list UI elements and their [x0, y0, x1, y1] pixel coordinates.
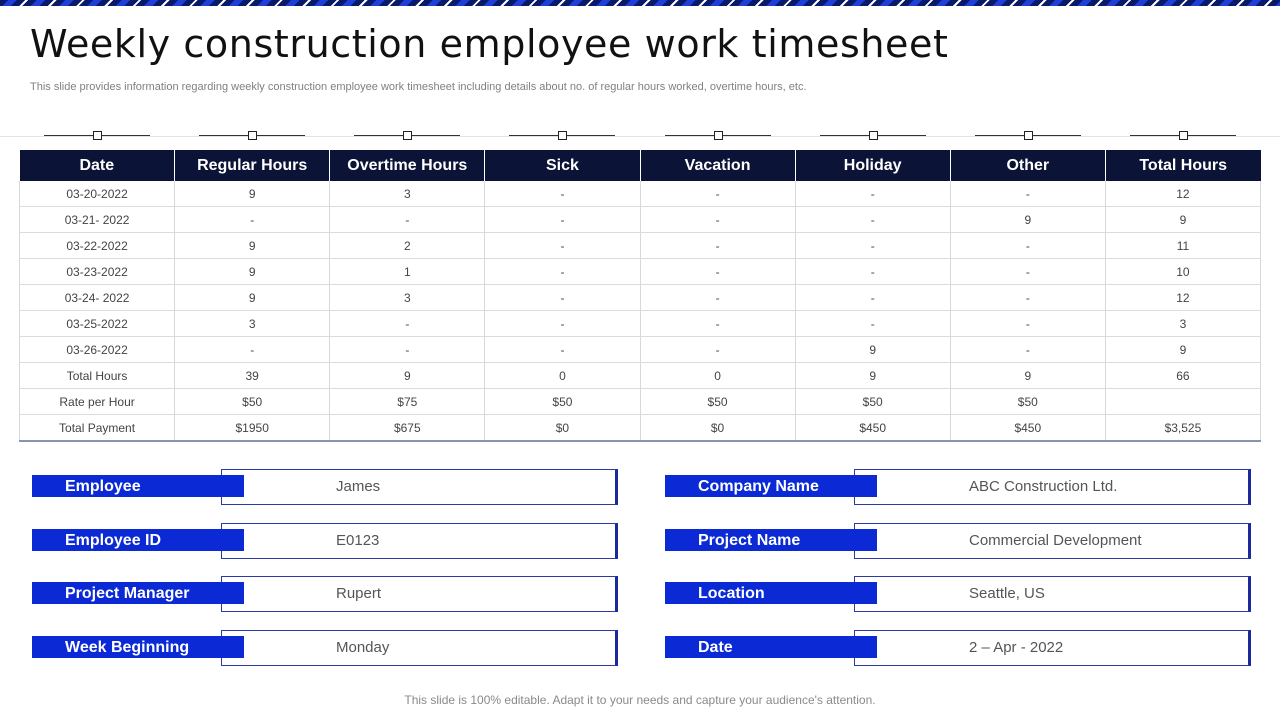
table-cell: - [640, 207, 795, 233]
info-row [32, 630, 616, 666]
info-value: James [336, 478, 381, 495]
table-cell: - [950, 337, 1105, 363]
table-cell: - [485, 337, 640, 363]
table-cell: 3 [1105, 311, 1260, 337]
column-header: Vacation [640, 150, 795, 181]
table-cell: $3,525 [1105, 415, 1260, 442]
table-row [20, 233, 1261, 259]
column-connectors [19, 130, 1261, 142]
table-cell: $50 [175, 389, 330, 415]
table-cell: $0 [640, 415, 795, 442]
column-connector [665, 130, 771, 142]
table-row [20, 415, 1261, 442]
table-cell: $1950 [175, 415, 330, 442]
table-cell: $675 [330, 415, 485, 442]
table-cell: - [640, 337, 795, 363]
table-cell: 9 [330, 363, 485, 389]
column-header: Date [20, 150, 175, 181]
table-cell: $50 [485, 389, 640, 415]
table-cell: 03-23-2022 [20, 259, 175, 285]
table-cell: 1 [330, 259, 485, 285]
info-row [665, 523, 1249, 559]
table-cell: 0 [485, 363, 640, 389]
info-value: Seattle, US [969, 585, 1045, 602]
table-cell: 9 [1105, 207, 1260, 233]
table-header-row [20, 150, 1261, 181]
column-connector [509, 130, 615, 142]
column-header: Total Hours [1105, 150, 1260, 181]
page-title: Weekly construction employee work timesheet [30, 22, 949, 66]
table-row [20, 363, 1261, 389]
table-cell: - [795, 311, 950, 337]
table-cell: 9 [175, 259, 330, 285]
table-row [20, 259, 1261, 285]
table-cell: 12 [1105, 181, 1260, 207]
table-cell: 03-20-2022 [20, 181, 175, 207]
table-cell: 9 [795, 363, 950, 389]
table-cell: - [950, 259, 1105, 285]
column-header: Holiday [795, 150, 950, 181]
column-connector [1130, 130, 1236, 142]
info-label: Employee ID [32, 529, 244, 551]
info-row [32, 523, 616, 559]
table-cell: - [795, 207, 950, 233]
column-connector [354, 130, 460, 142]
column-connector [975, 130, 1081, 142]
table-cell: - [795, 285, 950, 311]
table-cell: $450 [950, 415, 1105, 442]
table-cell: - [795, 233, 950, 259]
table-cell: - [485, 259, 640, 285]
table-cell: 9 [175, 233, 330, 259]
info-row [665, 630, 1249, 666]
table-cell: 9 [795, 337, 950, 363]
table-cell: $0 [485, 415, 640, 442]
info-row [665, 576, 1249, 612]
column-header: Overtime Hours [330, 150, 485, 181]
value-box [221, 523, 618, 559]
table-cell: - [330, 207, 485, 233]
table-cell: - [640, 285, 795, 311]
info-label: Employee [32, 475, 244, 497]
table-cell: 11 [1105, 233, 1260, 259]
table-cell: - [640, 259, 795, 285]
table-cell: 03-25-2022 [20, 311, 175, 337]
table-cell: Rate per Hour [20, 389, 175, 415]
column-header: Regular Hours [175, 150, 330, 181]
info-label: Company Name [665, 475, 877, 497]
info-value: E0123 [336, 532, 380, 549]
table-cell: Total Payment [20, 415, 175, 442]
table-cell: - [485, 233, 640, 259]
timesheet-table [19, 150, 1261, 442]
table-cell: 9 [950, 207, 1105, 233]
table-cell: $50 [795, 389, 950, 415]
table-cell: Total Hours [20, 363, 175, 389]
info-value: Rupert [336, 585, 382, 602]
column-header: Sick [485, 150, 640, 181]
table-cell: $75 [330, 389, 485, 415]
table-cell: - [795, 181, 950, 207]
table-cell: 3 [175, 311, 330, 337]
info-value: ABC Construction Ltd. [969, 478, 1118, 495]
info-row [32, 469, 616, 505]
info-row [32, 576, 616, 612]
table-cell: 66 [1105, 363, 1260, 389]
table-cell [1105, 389, 1260, 415]
table-row [20, 181, 1261, 207]
table-cell: - [640, 181, 795, 207]
info-label: Week Beginning [32, 636, 244, 658]
value-box [854, 576, 1251, 612]
value-box [221, 630, 618, 666]
table-cell: 03-21- 2022 [20, 207, 175, 233]
value-box [221, 576, 618, 612]
info-value: Monday [336, 639, 390, 656]
info-value: 2 – Apr - 2022 [969, 639, 1064, 656]
table-cell: 12 [1105, 285, 1260, 311]
info-label: Location [665, 582, 877, 604]
table-cell: - [640, 311, 795, 337]
table-cell: 39 [175, 363, 330, 389]
table-row [20, 337, 1261, 363]
table-cell: - [485, 285, 640, 311]
table-cell: 3 [330, 285, 485, 311]
top-stripe [0, 0, 1280, 6]
table-cell: $450 [795, 415, 950, 442]
table-cell: - [330, 337, 485, 363]
table-cell: - [950, 311, 1105, 337]
table-row [20, 389, 1261, 415]
table-row [20, 285, 1261, 311]
table-cell: $50 [950, 389, 1105, 415]
page-subtitle: This slide provides information regarding weekly construction employee work timesheet including details about no. of regular hours worked, overtime hours, etc. [30, 81, 807, 93]
table-cell: $50 [640, 389, 795, 415]
table-cell: - [330, 311, 485, 337]
column-header: Other [950, 150, 1105, 181]
table-row [20, 207, 1261, 233]
table-cell: - [175, 337, 330, 363]
table-cell: - [485, 207, 640, 233]
info-row [665, 469, 1249, 505]
table-cell: - [485, 181, 640, 207]
info-label: Project Name [665, 529, 877, 551]
table-cell: - [640, 233, 795, 259]
column-connector [820, 130, 926, 142]
table-cell: 9 [175, 285, 330, 311]
table-cell: 9 [175, 181, 330, 207]
table-row [20, 311, 1261, 337]
column-connector [199, 130, 305, 142]
table-cell: - [950, 181, 1105, 207]
table-cell: - [950, 285, 1105, 311]
table-cell: 9 [950, 363, 1105, 389]
table-cell: - [175, 207, 330, 233]
table-cell: - [485, 311, 640, 337]
info-label: Project Manager [32, 582, 244, 604]
table-cell: 2 [330, 233, 485, 259]
table-cell: 9 [1105, 337, 1260, 363]
table-cell: 3 [330, 181, 485, 207]
value-box [221, 469, 618, 505]
column-connector [44, 130, 150, 142]
table-cell: - [795, 259, 950, 285]
table-body [20, 181, 1261, 441]
table-cell: - [950, 233, 1105, 259]
table-cell: 03-26-2022 [20, 337, 175, 363]
footer-note: This slide is 100% editable. Adapt it to your needs and capture your audience's attention. [404, 693, 876, 707]
table-cell: 10 [1105, 259, 1260, 285]
table-cell: 0 [640, 363, 795, 389]
table-cell: 03-22-2022 [20, 233, 175, 259]
table-cell: 03-24- 2022 [20, 285, 175, 311]
info-label: Date [665, 636, 877, 658]
info-value: Commercial Development [969, 532, 1142, 549]
